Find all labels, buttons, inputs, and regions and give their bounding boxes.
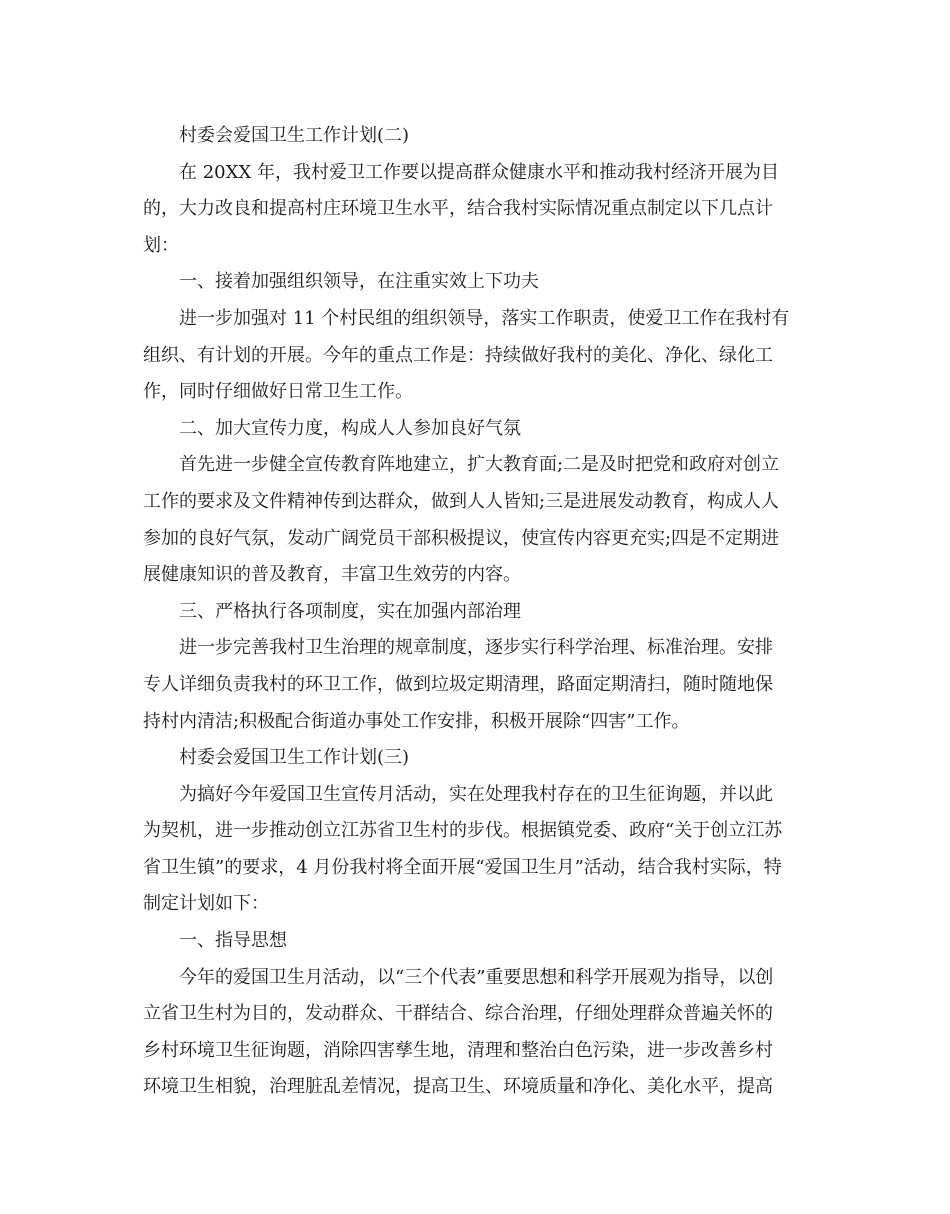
paragraph-line: 乡村环境卫生征询题，消除四害孳生地，清理和整治白色污染，进一步改善乡村 [143, 1039, 773, 1061]
paragraph-line: 今年的爱国卫生月活动，以“三个代表”重要思想和科学开展观为指导，以创 [179, 966, 774, 988]
paragraph-line: 在 20XX 年，我村爱卫工作要以提高群众健康水平和推动我村经济开展为目 [179, 161, 779, 183]
subsection-heading: 一、指导思想 [179, 930, 287, 952]
paragraph-line: 为搞好今年爱国卫生宣传月活动，实在处理我村存在的卫生征询题，并以此 [179, 783, 773, 805]
paragraph-line: 作，同时仔细做好日常卫生工作。 [143, 381, 413, 403]
paragraph-line: 工作的要求及文件精神传到达群众，做到人人皆知;三是进展发动教育，构成人人 [143, 490, 780, 512]
paragraph-line: 的，大力改良和提高村庄环境卫生水平，结合我村实际情况重点制定以下几点计 [143, 198, 773, 220]
paragraph-line: 首先进一步健全宣传教育阵地建立，扩大教育面;二是及时把党和政府对创立 [179, 454, 780, 476]
document-body [143, 118, 803, 1106]
subsection-heading: 三、严格执行各项制度，实在加强内部治理 [179, 600, 521, 622]
paragraph-line: 专人详细负责我村的环卫工作，做到垃圾定期清理，路面定期清扫，随时随地保 [143, 673, 773, 695]
paragraph-line: 进一步加强对 11 个村民组的组织领导，落实工作职责，使爱卫工作在我村有 [179, 307, 790, 329]
paragraph-line: 进一步完善我村卫生治理的规章制度，逐步实行科学治理、标准治理。安排 [179, 637, 773, 659]
paragraph-line: 立省卫生村为目的，发动群众、干群结合、综合治理，仔细处理群众普遍关怀的 [143, 1003, 773, 1025]
section-heading: 村委会爱国卫生工作计划(二) [179, 125, 410, 146]
paragraph-line: 省卫生镇”的要求，4 月份我村将全面开展“爱国卫生月”活动，结合我村实际，特 [143, 856, 782, 878]
paragraph-line: 划： [143, 234, 179, 256]
paragraph-line: 组织、有计划的开展。今年的重点工作是：持续做好我村的美化、净化、绿化工 [143, 344, 773, 366]
paragraph-line: 环境卫生相貌，治理脏乱差情况，提高卫生、环境质量和净化、美化水平，提高 [143, 1076, 773, 1098]
paragraph-line: 持村内清洁;积极配合街道办事处工作安排，积极开展除“四害”工作。 [143, 710, 690, 732]
section-heading: 村委会爱国卫生工作计划(三) [179, 747, 410, 769]
subsection-heading: 二、加大宣传力度，构成人人参加良好气氛 [179, 417, 521, 439]
paragraph-line: 展健康知识的普及教育，丰富卫生效劳的内容。 [143, 564, 521, 586]
subsection-heading: 一、接着加强组织领导，在注重实效上下功夫 [179, 271, 539, 293]
paragraph-line: 为契机，进一步推动创立江苏省卫生村的步伐。根据镇党委、政府“关于创立江苏 [143, 820, 783, 842]
paragraph-line: 参加的良好气氛，发动广阔党员干部积极提议，使宣传内容更充实;四是不定期进 [143, 527, 780, 549]
paragraph-line: 制定计划如下： [143, 893, 269, 915]
